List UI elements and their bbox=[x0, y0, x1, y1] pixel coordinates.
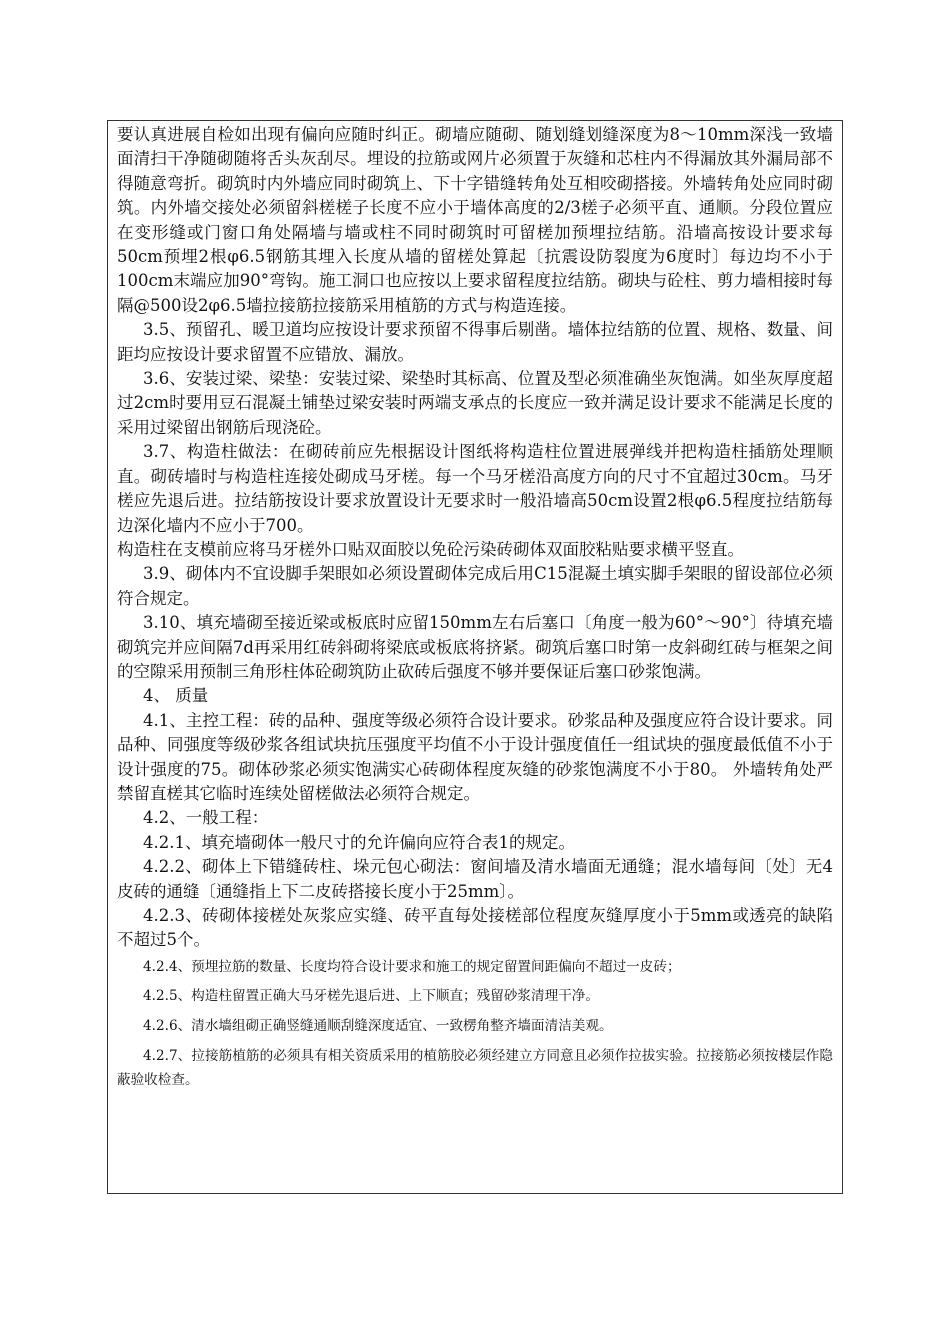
paragraph-4-2-3: 4.2.3、砖砌体接槎处灰浆应实缝、砖平直每处接槎部位程度灰缝厚度小于5mm或透亮的缺陷不超过5个。 bbox=[117, 906, 833, 950]
paragraph-3-9: 3.9、砌体内不宜设脚手架眼如必须设置砌体完成后用C15混凝土填实脚手架眼的留设部位必须符合规定。 bbox=[117, 564, 833, 608]
paragraph-4-2: 4.2、一般工程： bbox=[143, 808, 269, 828]
paragraph-4-1: 4.1、主控工程：砖的品种、强度等级必须符合设计要求。砂浆品种及强度应符合设计要求。同品种、同强度等级砂浆各组试块抗压强度平均值不小于设计强度值任一组试块的强度最低值不小于设计强度的75。砌体砂浆必须实饱满实心砖砌体程度灰缝的砂浆饱满度不小于80。 外墙转角处严禁留直槎其它临时连续处留槎做法必须符合规定。 bbox=[117, 710, 833, 803]
paragraph-3-6: 3.6、安装过梁、梁垫：安装过梁、梁垫时其标高、位置及型必须准确坐灰饱满。如坐灰厚度超过2cm时要用豆石混凝土铺垫过梁安装时两端支承点的长度应一致并满足设计要求不能满足长度的采用过梁留出钢筋后现浇砼。 bbox=[117, 369, 833, 437]
paragraph-4-2-5: 4.2.5、构造柱留置正确大马牙槎先退后进、上下顺直；残留砂浆清理干净。 bbox=[143, 988, 599, 1005]
paragraph-3-5: 3.5、预留孔、暖卫道均应按设计要求预留不得事后剔凿。墙体拉结筋的位置、规格、数量、间距均应按设计要求留置不应错放、漏放。 bbox=[117, 320, 833, 364]
paragraph-intro: 要认真进展自检如出现有偏向应随时纠正。砌墙应随砌、随划缝划缝深度为8～10mm深浅一致墙面清扫干净随砌随将舌头灰刮尽。埋设的拉筋或网片必须置于灰缝和芯柱内不得漏放其外漏局部不得随意弯折。砌筑时内外墙应同时砌筑上、下十字错缝转角处互相咬砌搭接。外墙转角处应同时砌筑。内外墙交接处必须留斜槎槎子长度不应小于墙体高度的2/3槎子必须平直、通顺。分段位置应在变形缝或门窗口角处隔墙与墙或柱不同时砌筑时可留槎加预埋拉结筋。沿墙高按设计要求每50cm预埋2根φ6.5钢筋其埋入长度从墙的留槎处算起〔抗震设防裂度为6度时〕每边均不小于100cm末端应加90°弯钩。施工洞口也应按以上要求留程度拉结筋。砌块与砼柱、剪力墙相接时每隔@500设2φ6.5墙拉接筋拉接筋采用植筋的方式与构造连接。 bbox=[117, 125, 833, 315]
paragraph-4-2-2: 4.2.2、砌体上下错缝砖柱、垛元包心砌法：窗间墙及清水墙面无通缝；混水墙每间〔处〕无4皮砖的通缝〔通缝指上下二皮砖搭接长度小于25mm〕。 bbox=[117, 857, 833, 901]
paragraph-3-10: 3.10、填充墙砌至接近梁或板底时应留150mm左右后塞口〔角度一般为60°～90°〕待填充墙砌筑完并应间隔7d再采用红砖斜砌将梁底或板底将挤紧。砌筑后塞口时第一皮斜砌红砖与框架之间的空隙采用预制三角形柱体砼砌筑防止砍砖后强度不够并要保证后塞口砂浆饱满。 bbox=[117, 613, 833, 681]
heading-quality: 4、 质量 bbox=[143, 686, 209, 706]
paragraph-3-7: 3.7、构造柱做法：在砌砖前应先根据设计图纸将构造柱位置进展弹线并把构造柱插筋处理顺直。砌砖墙时与构造柱连接处砌成马牙槎。每一个马牙槎沿高度方向的尺寸不宜超过30cm。马牙槎应先退后进。拉结筋按设计要求放置设计无要求时一般沿墙高50cm设置2根φ6.5程度拉结筋每边深化墙内不应小于700。 bbox=[117, 442, 833, 535]
paragraph-construction-column: 构造柱在支模前应将马牙槎外口贴双面胶以免砼污染砖砌体双面胶粘贴要求横平竖直。 bbox=[117, 539, 744, 559]
paragraph-4-2-6: 4.2.6、清水墙组砌正确竖缝通顺刮缝深度适宜、一致楞角整齐墙面清洁美观。 bbox=[143, 1017, 613, 1034]
paragraph-4-2-4: 4.2.4、预埋拉筋的数量、长度均符合设计要求和施工的规定留置间距偏向不超过一皮砖； bbox=[143, 958, 681, 975]
document-frame bbox=[107, 120, 843, 1194]
paragraph-4-2-7: 4.2.7、拉接筋植筋的必须具有相关资质采用的植筋胶必须经建立方同意且必须作拉拔实验。拉接筋必须按楼层作隐蔽验收检查。 bbox=[117, 1048, 833, 1089]
paragraph-4-2-1: 4.2.1、填充墙砌体一般尺寸的允许偏向应符合表1的规定。 bbox=[143, 832, 575, 852]
